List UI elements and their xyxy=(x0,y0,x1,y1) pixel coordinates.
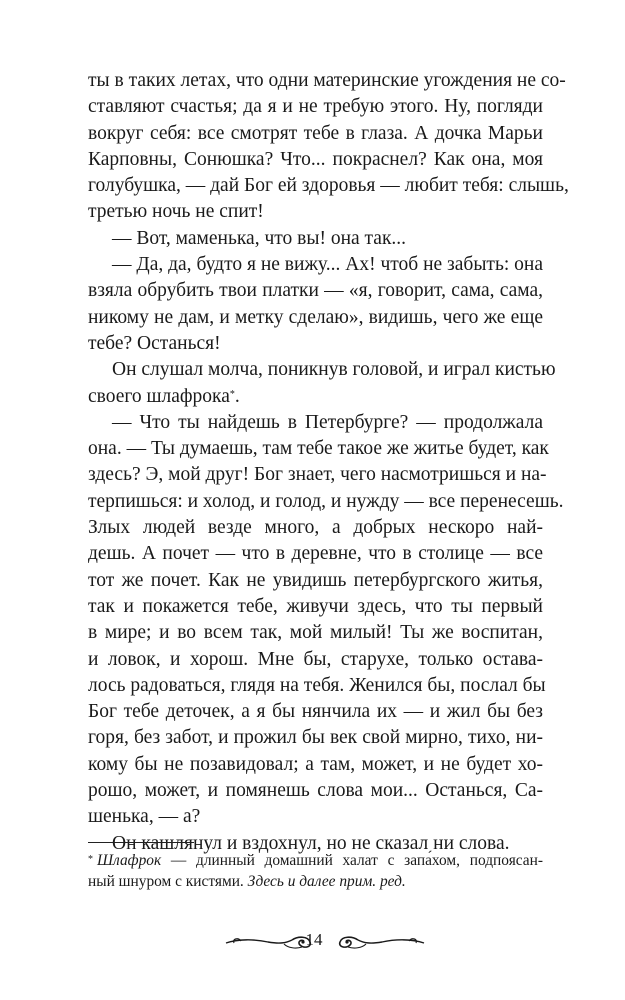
text-line: рошо, может, и помянешь слова мои... Останься, Са- xyxy=(88,780,543,802)
text-line: и ловок, и хорош. Мне бы, старухе, только остава- xyxy=(88,648,543,670)
text-line: тот же почет. Как не увидишь петербургского житья, xyxy=(88,569,543,591)
footnote-marker: * xyxy=(88,854,93,865)
text-line: взяла обрубить твои платки — «я, говорит, сама, сама, xyxy=(88,280,543,302)
main-text xyxy=(88,68,569,857)
editor-note: Здесь и далее прим. ред. xyxy=(247,873,406,890)
footnote-reference: * xyxy=(229,388,235,400)
text-line: шенька, — а? xyxy=(88,806,201,828)
text-line: Он слушал молча, поникнув головой, и играл кистью xyxy=(112,359,556,381)
text-line: третью ночь не спит! xyxy=(88,201,264,223)
text-line: горя, без забот, и прожил бы век свой мирно, тихо, ни- xyxy=(88,727,543,749)
footnote-line xyxy=(88,850,543,871)
right-ornament-icon xyxy=(326,932,426,952)
text-line: вокруг себя: все смотрят тебе в глаза. А дочка Марьи xyxy=(88,122,543,144)
text-fragment: . xyxy=(234,385,240,407)
text-line-with-footnote xyxy=(88,384,543,410)
text-line: Он кашлянул и вздохнул, но не сказал ни слова. xyxy=(112,832,510,854)
text-line: дешь. А почет — что в деревне, что в столице — все xyxy=(88,543,543,565)
text-line: она. — Ты думаешь, там тебе такое же житье будет, как xyxy=(88,438,549,460)
text-line: так и покажется тебе, живучи здесь, что ты первый xyxy=(88,595,543,617)
text-line: голубушка, — дай Бог ей здоровья — любит тебя: слышь, xyxy=(88,175,569,197)
text-line: ставляют счастья; да я и не требую этого. Ну, погляди xyxy=(88,96,543,118)
text-line: Карповны, Сонюшка? Что... покраснел? Как она, моя xyxy=(88,148,543,170)
text-line: — Да, да, будто я не вижу... Ах! чтоб не забыть: она xyxy=(112,254,543,276)
text-line: никому не дам, и метку сделаю», видишь, чего же еще xyxy=(88,306,543,328)
footnote xyxy=(88,850,543,892)
page-number: 14 xyxy=(305,930,323,949)
footnote-text: ный шнуром с кистями. xyxy=(88,873,248,890)
footnote-term: Шлафрок xyxy=(97,852,162,869)
text-line: — Вот, маменька, что вы! она так... xyxy=(112,227,407,249)
text-line: терпишься: и холод, и голод, и нужду — все перенесешь. xyxy=(88,490,564,512)
text-fragment: своего шлафрока xyxy=(88,385,230,407)
text-line: Злых людей везде много, а добрых нескоро най- xyxy=(88,517,543,539)
footnote-text: — длинный домашний халат с запа́хом, подпоясан- xyxy=(161,852,543,869)
text-line: — Что ты найдешь в Петербурге? — продолжала xyxy=(112,411,543,433)
text-line: лось радоваться, глядя на тебя. Женился бы, послал бы xyxy=(88,674,546,696)
footnote-divider xyxy=(88,842,194,843)
footnote-line xyxy=(88,871,543,892)
text-line: в мире; и во всем так, мой милый! Ты же воспитан, xyxy=(88,622,543,644)
text-line: тебе? Останься! xyxy=(88,332,221,354)
text-line: ты в таких летах, что одни материнские угождения не со- xyxy=(88,70,566,91)
text-line: Бог тебе деточек, а я бы нянчила их — и жил бы без xyxy=(88,701,543,723)
text-line: здесь? Э, мой друг! Бог знает, чего насмотришься и на- xyxy=(88,464,547,486)
text-line: кому бы не позавидовал; а там, может, и не будет хо- xyxy=(88,753,543,775)
body-text xyxy=(88,68,569,857)
